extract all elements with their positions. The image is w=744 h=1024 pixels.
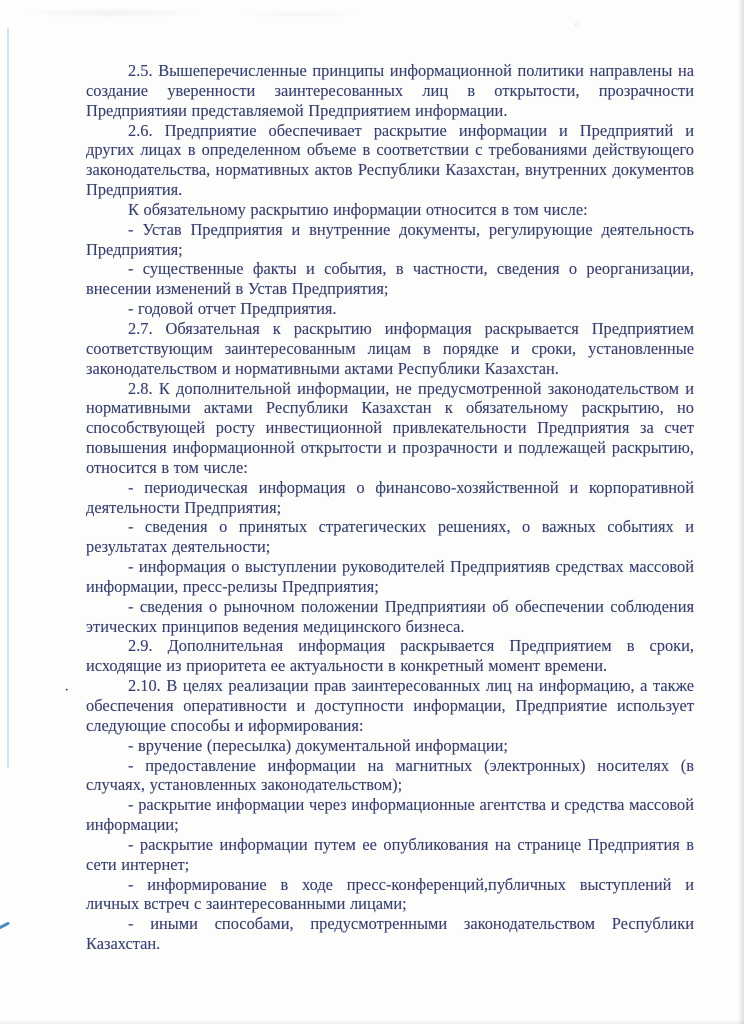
paragraph-bullet: - существенные факты и события, в частности, сведения о реорганизации, внесении изменений в Устав Предприятия;: [86, 259, 694, 299]
margin-dot-artifact: ·: [64, 682, 70, 699]
paragraph-numbered: 2.5. Вышеперечисленные принципы информационной политики направлены на создание уверенности заинтересованных лиц в открытости, прозрачности Предприятияи представляемой Предприятием информации.: [86, 61, 694, 120]
scan-bottom-edge-shadow: [0, 1020, 744, 1024]
paragraph-bullet: - раскрытие информации путем ее опубликования на странице Предприятия в сети интернет;: [86, 834, 694, 874]
paragraph-numbered: 2.7. Обязательная к раскрытию информация раскрывается Предприятием соответствующим заинтересованным лицам в порядке и сроки, установленные законодательством и нормативными актами Республики Казахстан.: [86, 318, 694, 378]
scan-smudge: [240, 10, 360, 18]
paragraph-bullet: - годовой отчет Предприятия.: [128, 299, 337, 319]
document-body: [86, 61, 694, 954]
paragraph-bullet: - сведения о принятых стратегических решениях, о важных событиях и результатах деятельности;: [86, 517, 694, 557]
paragraph-numbered: 2.10. В целях реализации прав заинтересованных лиц на информацию, а также обеспечения оперативности и доступности информации, Предприятие использует следующие способы и иформирования:: [86, 676, 694, 735]
paragraph-numbered: 2.9. Дополнительная информация раскрывается Предприятием в сроки, исходящие из приоритета ее актуальности в конкретный момент времени.: [86, 636, 694, 676]
paragraph-bullet: - периодическая информация о финансово-хозяйственной и корпоративной деятельности Предприятия;: [86, 477, 694, 517]
scan-right-edge-shadow: [738, 0, 744, 1024]
paragraph-bullet: - Устав Предприятия и внутренние документы, регулирующие деятельность Предприятия;: [86, 219, 694, 259]
paragraph-numbered: 2.6. Предприятие обеспечивает раскрытие информации и Предприятий и других лицах в определенном объеме в соответствии с требованиями действующего законодательства, нормативных актов Республики Казахстан, внутренних документов Предприятия.: [86, 120, 694, 200]
scan-smudge: [20, 8, 200, 18]
paragraph-bullet: - вручение (пересылка) документальной информации;: [128, 735, 508, 755]
scan-speck: ⁖: [574, 20, 579, 29]
paragraph-bullet: - информирование в ходе пресс-конференций,публичных выступлений и личных встреч с заинтересованными лицами;: [86, 874, 694, 914]
paragraph-body: К обязательному раскрытию информации относится в том числе:: [128, 199, 588, 219]
scan-left-line-artifact: [7, 28, 9, 768]
paragraph-bullet: - раскрытие информации через информационные агентства и средства массовой информации;: [86, 795, 694, 835]
paragraph-bullet: - сведения о рыночном положении Предприятияи об обеспечении соблюдения этических принципов ведения медицинского бизнеса.: [86, 596, 694, 636]
paragraph-bullet: - предоставление информации на магнитных (электронных) носителях (в случаях, установленных законодательством);: [86, 755, 694, 795]
paragraph-bullet: - иными способами, предусмотренными законодательством Республики Казахстан.: [86, 914, 694, 954]
paragraph-bullet: - информация о выступлении руководителей Предприятияв средствах массовой информации, пресс-релизы Предприятия;: [86, 557, 694, 596]
paragraph-numbered: 2.8. К дополнительной информации, не предусмотренной законодательством и нормативными актами Республики Казахстан к обязательному раскрытию, но способствующей росту инвестиционной привлекательности Предприятия за счет повышения информационной открытости и прозрачности и подлежащей раскрытию, относится в том числе:: [86, 378, 694, 477]
pen-mark-artifact: [0, 921, 10, 929]
